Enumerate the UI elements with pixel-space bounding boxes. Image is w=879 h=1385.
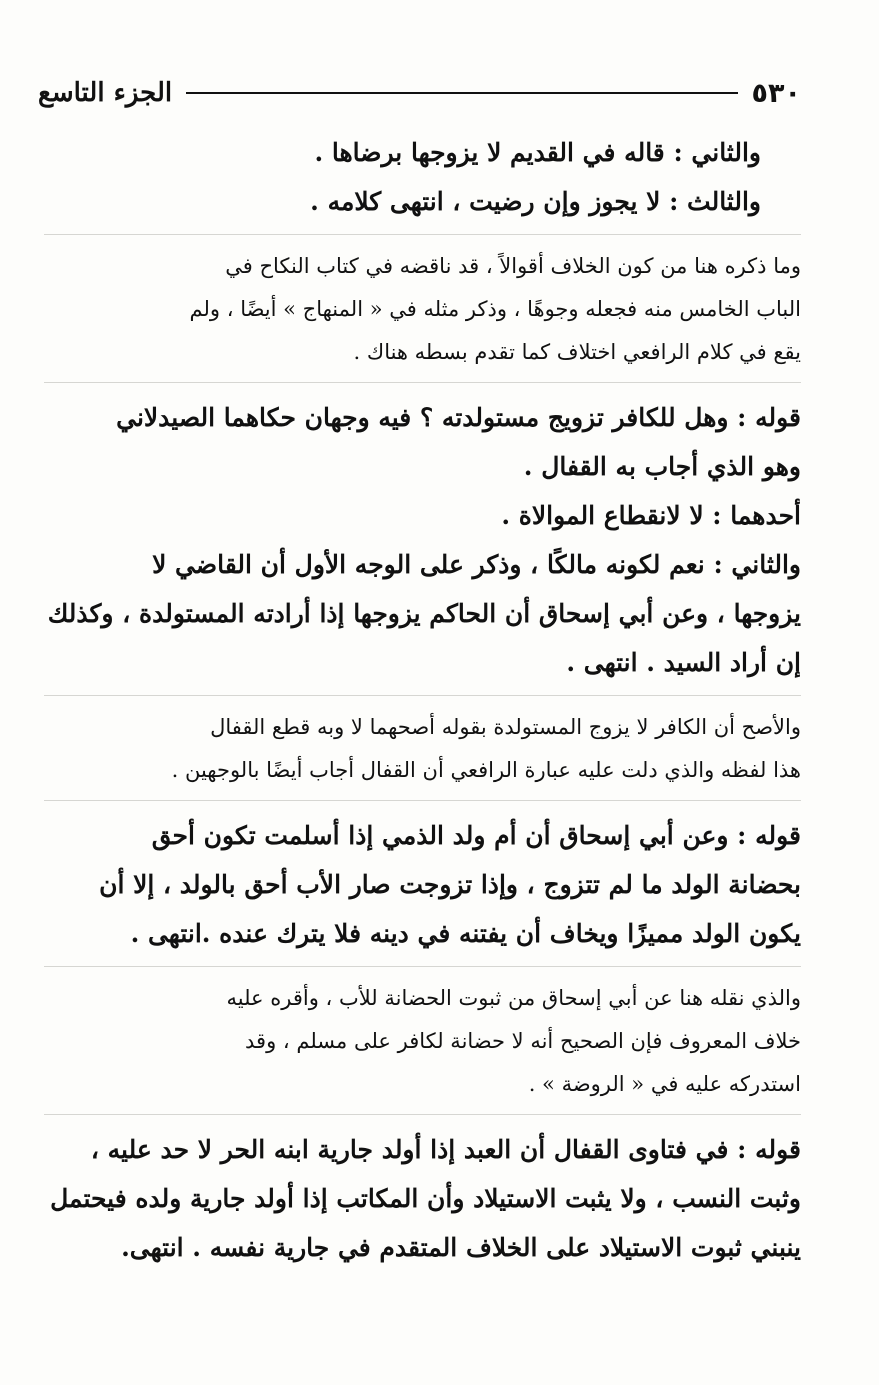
page-body bbox=[44, 128, 801, 1272]
bold-paragraph bbox=[44, 1125, 801, 1272]
commentary-paragraph bbox=[44, 706, 801, 792]
text-line: بحضانة الولد ما لم تتزوج ، وإذا تزوجت صار الأب أحق بالولد ، إلا أن bbox=[99, 870, 801, 899]
text-line: قوله : وعن أبي إسحاق أن أم ولد الذمي إذا أسلمت تكون أحق bbox=[151, 821, 801, 850]
page-header bbox=[38, 70, 801, 116]
text-line: والأصح أن الكافر لا يزوج المستولدة بقوله أصحهما لا وبه قطع القفال bbox=[210, 715, 801, 739]
text-line: يزوجها ، وعن أبي إسحاق أن الحاكم يزوجها إذا أرادته المستولدة ، وكذلك bbox=[47, 599, 801, 628]
text-line: والثاني : قاله في القديم لا يزوجها برضاها . bbox=[314, 138, 761, 167]
text-line: استدركه عليه في « الروضة » . bbox=[528, 1072, 801, 1096]
text-line: إن أراد السيد . انتهى . bbox=[566, 648, 801, 677]
bold-paragraph bbox=[44, 811, 801, 958]
bold-paragraph bbox=[44, 540, 801, 687]
bold-paragraph bbox=[44, 491, 801, 540]
text-line: أحدهما : لا لانقطاع الموالاة . bbox=[501, 501, 801, 530]
section-divider bbox=[44, 382, 801, 383]
text-line: وما ذكره هنا من كون الخلاف أقوالاً ، قد ناقضه في كتاب النكاح في bbox=[225, 254, 801, 278]
header-rule bbox=[186, 92, 737, 94]
bold-paragraph bbox=[44, 393, 801, 491]
text-line: الباب الخامس منه فجعله وجوهًا ، وذكر مثله في « المنهاج » أيضًا ، ولم bbox=[189, 297, 801, 321]
bold-paragraph bbox=[44, 177, 801, 226]
text-line: خلاف المعروف فإن الصحيح أنه لا حضانة لكافر على مسلم ، وقد bbox=[245, 1029, 801, 1053]
section-divider bbox=[44, 234, 801, 235]
text-line: يكون الولد مميزًا ويخاف أن يفتنه في دينه فلا يترك عنده .انتهى . bbox=[130, 919, 801, 948]
text-line: والثالث : لا يجوز وإن رضيت ، انتهى كلامه . bbox=[310, 187, 761, 216]
commentary-paragraph bbox=[44, 245, 801, 374]
section-divider bbox=[44, 695, 801, 696]
text-line: وهو الذي أجاب به القفال . bbox=[523, 452, 801, 481]
text-line: ينبني ثبوت الاستيلاد على الخلاف المتقدم في جارية نفسه . انتهى. bbox=[121, 1233, 801, 1262]
bold-paragraph bbox=[44, 128, 801, 177]
section-divider bbox=[44, 1114, 801, 1115]
commentary-paragraph bbox=[44, 977, 801, 1106]
part-title: الجزء التاسع bbox=[38, 78, 173, 108]
section-divider bbox=[44, 966, 801, 967]
text-line: والثاني : نعم لكونه مالكًا ، وذكر على الوجه الأول أن القاضي لا bbox=[152, 550, 801, 579]
text-line: قوله : وهل للكافر تزويج مستولدته ؟ فيه وجهان حكاهما الصيدلاني bbox=[116, 403, 801, 432]
section-divider bbox=[44, 800, 801, 801]
text-line: قوله : في فتاوى القفال أن العبد إذا أولد جارية ابنه الحر لا حد عليه ، bbox=[90, 1135, 801, 1164]
text-line: والذي نقله هنا عن أبي إسحاق من ثبوت الحضانة للأب ، وأقره عليه bbox=[226, 986, 801, 1010]
text-line: وثبت النسب ، ولا يثبت الاستيلاد وأن المكاتب إذا أولد جارية ولده فيحتمل bbox=[50, 1184, 801, 1213]
text-line: يقع في كلام الرافعي اختلاف كما تقدم بسطه هناك . bbox=[353, 340, 801, 364]
text-line: هذا لفظه والذي دلت عليه عبارة الرافعي أن القفال أجاب أيضًا بالوجهين . bbox=[171, 758, 801, 782]
page-number: ٥٣٠ bbox=[751, 77, 801, 109]
